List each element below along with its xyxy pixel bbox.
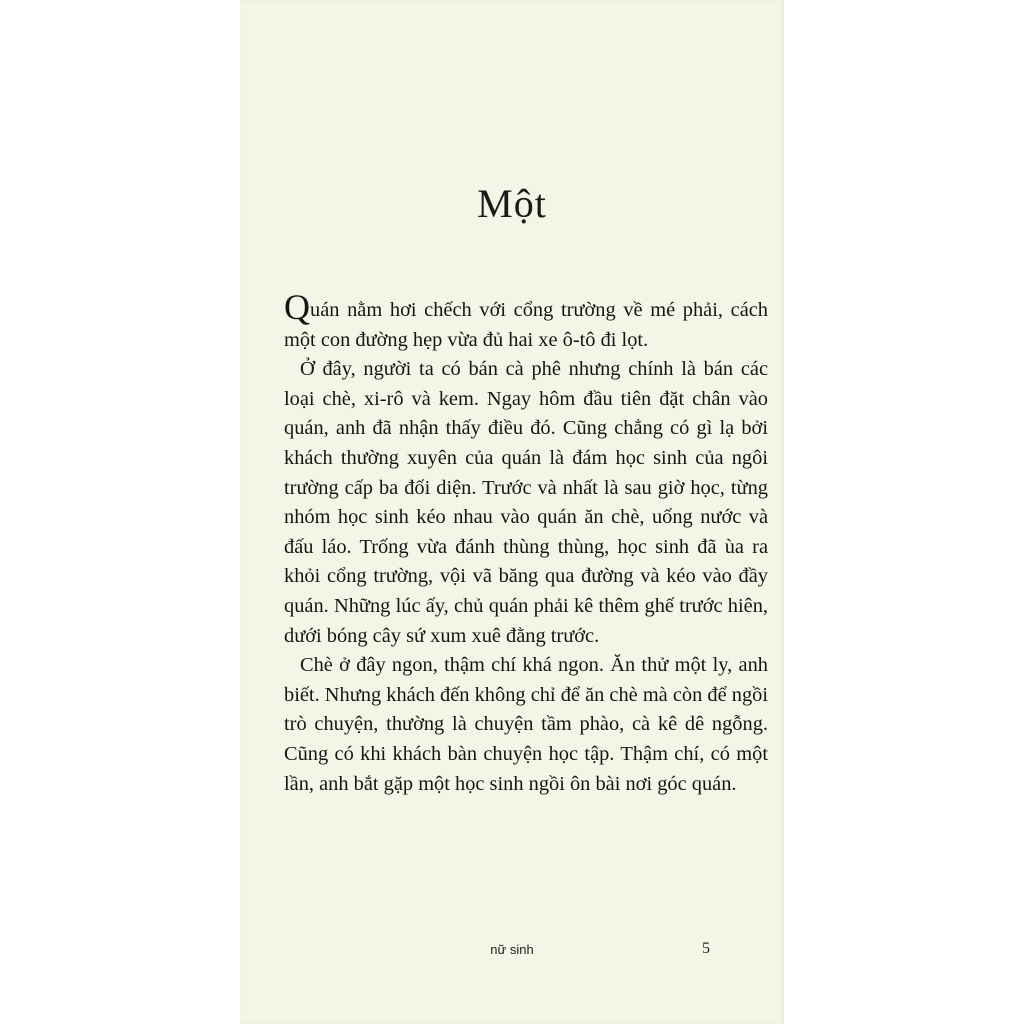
chapter-title: Một bbox=[477, 181, 547, 226]
paragraph-2: Ở đây, người ta có bán cà phê nhưng chính là bán các loại chè, xi-rô và kem. Ngay hôm đầu tiên đặt chân vào quán, anh đã nhận thấy điều đó. Cũng chẳng có gì lạ bởi khách thường xuyên của quán là đám học sinh của ngôi trường cấp ba đối diện. Trước và nhất là sau giờ học, từng nhóm học sinh kéo nhau vào quán ăn chè, uống nước và đấu láo. Trống vừa đánh thùng thùng, học sinh đã ùa ra khỏi cổng trường, vội vã băng qua đường và kéo vào đầy quán. Những lúc ấy, chủ quán phải kê thêm ghế trước hiên, dưới bóng cây sứ xum xuê đằng trước. bbox=[284, 358, 768, 647]
paragraph-1-text: uán nằm hơi chếch với cổng trường về mé phải, cách một con đường hẹp vừa đủ hai xe ô-tô đi lọt. bbox=[284, 299, 768, 351]
paragraph-1 bbox=[284, 287, 768, 355]
page-number: 5 bbox=[702, 940, 710, 957]
book-page bbox=[240, 0, 784, 1024]
paragraph-3: Chè ở đây ngon, thậm chí khá ngon. Ăn thử một ly, anh biết. Nhưng khách đến không chỉ để ăn chè mà còn để ngồi trò chuyện, thường là chuyện tầm phào, cà kê dê ngỗng. Cũng có khi khách bàn chuyện học tập. Thậm chí, có một lần, anh bắt gặp một học sinh ngồi ôn bài nơi góc quán. bbox=[284, 654, 768, 795]
body-text bbox=[284, 287, 768, 799]
running-footer-title: nữ sinh bbox=[490, 942, 534, 957]
drop-cap: Q bbox=[284, 287, 310, 327]
